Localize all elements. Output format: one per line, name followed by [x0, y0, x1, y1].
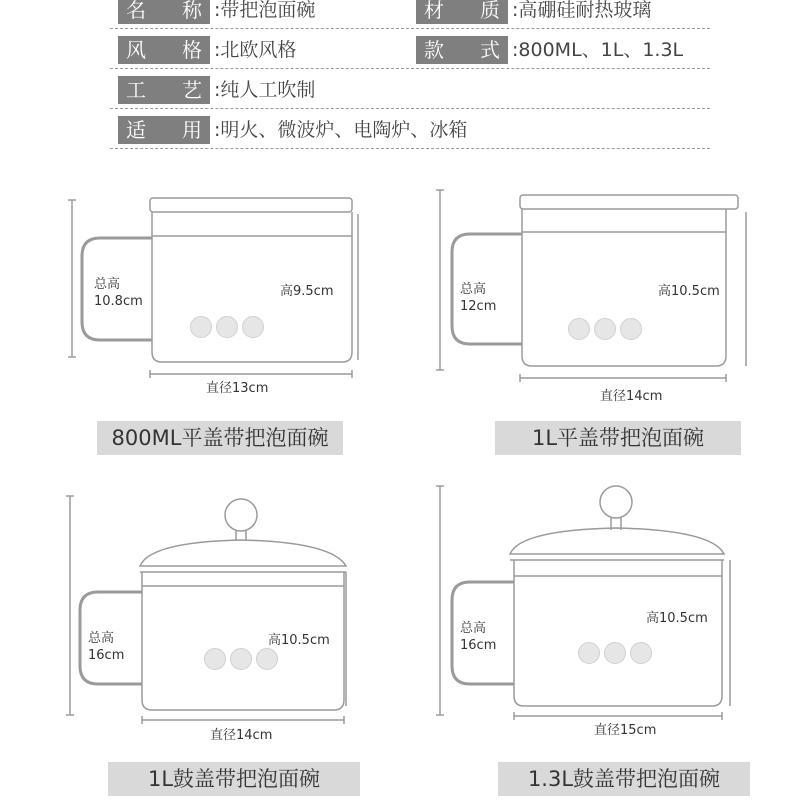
snowflake-icon	[620, 318, 642, 340]
spec-label-usage: 适 用	[118, 116, 210, 144]
spec-row-usage	[0, 112, 800, 150]
microwave-icon	[594, 318, 616, 340]
diameter-label: 直径14cm	[210, 728, 273, 743]
usage-icons	[204, 648, 278, 670]
fire-icon	[568, 318, 590, 340]
fire-icon	[190, 316, 212, 338]
usage-icons	[578, 642, 652, 664]
snowflake-icon	[256, 648, 278, 670]
diameter-label: 直径15cm	[594, 723, 657, 738]
divider	[110, 108, 710, 109]
spec-label-craft: 工 艺	[118, 76, 210, 104]
diameter-label: 直径14cm	[600, 389, 663, 404]
snowflake-icon	[630, 642, 652, 664]
diameter-label: 直径13cm	[206, 381, 269, 396]
inner-height-label: 高10.5cm	[268, 633, 330, 648]
total-height-label: 总高 12cm	[460, 282, 497, 314]
divider	[110, 28, 710, 29]
spec-value-name: :带把泡面碗	[214, 0, 316, 21]
spec-value-material: :高硼硅耐热玻璃	[512, 0, 652, 21]
product-caption: 1L平盖带把泡面碗	[495, 421, 741, 455]
spec-value-usage: :明火、微波炉、电陶炉、冰箱	[214, 119, 468, 141]
spec-label-model: 款 式	[416, 36, 508, 64]
divider	[110, 68, 710, 69]
product-caption: 1L鼓盖带把泡面碗	[108, 762, 360, 796]
product-caption: 1.3L鼓盖带把泡面碗	[498, 762, 750, 796]
microwave-icon	[604, 642, 626, 664]
usage-icons	[568, 318, 642, 340]
spec-value-craft: :纯人工吹制	[214, 79, 316, 101]
usage-icons	[190, 316, 264, 338]
microwave-icon	[230, 648, 252, 670]
inner-height-label: 高10.5cm	[646, 611, 708, 626]
spec-value-style: :北欧风格	[214, 39, 297, 61]
spec-row-style-model	[0, 32, 800, 70]
product-caption: 800ML平盖带把泡面碗	[97, 421, 343, 455]
fire-icon	[578, 642, 600, 664]
spec-row-name-material	[0, 0, 800, 30]
divider	[110, 148, 710, 149]
spec-value-model: :800ML、1L、1.3L	[512, 39, 684, 61]
spec-label-material: 材 质	[416, 0, 508, 24]
snowflake-icon	[242, 316, 264, 338]
microwave-icon	[216, 316, 238, 338]
inner-height-label: 高9.5cm	[280, 284, 334, 299]
fire-icon	[204, 648, 226, 670]
inner-height-label: 高10.5cm	[658, 284, 720, 299]
total-height-label: 总高 10.8cm	[94, 277, 143, 309]
spec-label-name: 名 称	[118, 0, 210, 24]
total-height-label: 总高 16cm	[88, 631, 125, 663]
total-height-label: 总高 16cm	[460, 621, 497, 653]
spec-row-craft	[0, 72, 800, 110]
spec-label-style: 风 格	[118, 36, 210, 64]
